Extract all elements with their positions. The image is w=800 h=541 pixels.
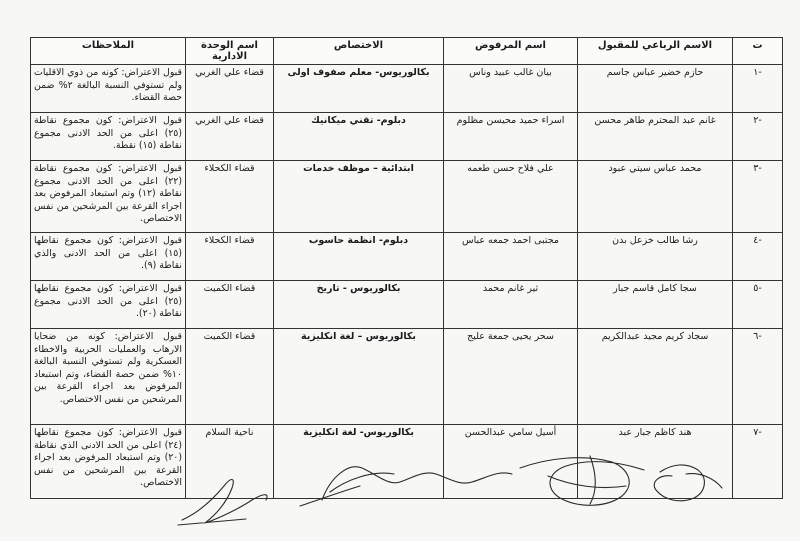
admin-unit: ناحية السلام [186, 425, 274, 499]
specialization: دبلوم- تقني ميكانيك [274, 113, 444, 161]
rejected-name: مجتبى احمد جمعه عباس [444, 233, 578, 281]
notes: قبول الاعتراض: كونه من ضحايا الارهاب والعمليات الحربية والاخطاء العسكرية ولم تستوفي النسبة البالغة ١٠% ضمن حصة القضاء، وتم استبعاد المرفوض بعد اجراء القرعة بين المرشحين من نفس الاختصاص. [31, 329, 186, 425]
header-specialization: الاختصاص [274, 38, 444, 65]
rejected-name: بيان غالب عبيد وناس [444, 65, 578, 113]
rejected-name: سحر يحيى جمعة عليج [444, 329, 578, 425]
table-row [31, 329, 783, 425]
table-row [31, 161, 783, 233]
notes: قبول الاعتراض: كون مجموع نقاطها (١٥) اعلى من الحد الادنى والذي نقاطة (٩). [31, 233, 186, 281]
rejected-name: أسيل سامي عبدالحسن [444, 425, 578, 499]
accepted-name: محمد عباس سيتي عبود [578, 161, 733, 233]
admin-unit: قضاء علي الغربي [186, 113, 274, 161]
row-number: -٢ [733, 113, 783, 161]
header-accepted-name: الاسم الرباعي للمقبول [578, 38, 733, 65]
rejected-name: ثير غانم محمد [444, 281, 578, 329]
row-number: -٥ [733, 281, 783, 329]
accepted-name: حازم خضير عباس جاسم [578, 65, 733, 113]
accepted-name: سجا كامل قاسم جبار [578, 281, 733, 329]
header-admin-unit: اسم الوحدة الادارية [186, 38, 274, 65]
specialization: بكالوريوس- معلم صفوف اولى [274, 65, 444, 113]
table-row [31, 65, 783, 113]
specialization: دبلوم- انظمة حاسوب [274, 233, 444, 281]
table-row [31, 425, 783, 499]
row-number: -٧ [733, 425, 783, 499]
specialization: بكالوريوس- لغة انكليزية [274, 425, 444, 499]
table-header-row [31, 38, 783, 65]
notes: قبول الاعتراض: كون مجموع نقاطة (٢٢) اعلى من الحد الادنى مجموع نقاطة (١٢) وتم استبعاد المرفوض بعد اجراء القرعة بين المرشحين من نفس الاختصاص. [31, 161, 186, 233]
notes: قبول الاعتراض: كون مجموع نقاطة (٢٥) اعلى من الحد الادنى مجموع نقاطة (١٥) نقطة. [31, 113, 186, 161]
admin-unit: قضاء الكحلاء [186, 233, 274, 281]
row-number: -٣ [733, 161, 783, 233]
admin-unit: قضاء الكحلاء [186, 161, 274, 233]
specialization: بكالوريوس – لغة انكليزية [274, 329, 444, 425]
rejected-name: اسراء حميد محيسن مظلوم [444, 113, 578, 161]
accepted-name: غانم عبد المحترم طاهر محسن [578, 113, 733, 161]
specialization: ابتدائية – موظف خدمات [274, 161, 444, 233]
admin-unit: قضاء علي الغربي [186, 65, 274, 113]
row-number: -٦ [733, 329, 783, 425]
rejected-name: علي فلاح حسن طعمه [444, 161, 578, 233]
header-notes: الملاحظات [31, 38, 186, 65]
table-row [31, 113, 783, 161]
accepted-name: هند كاظم جبار عبد [578, 425, 733, 499]
admin-unit: قضاء الكميت [186, 329, 274, 425]
accepted-name: رشا طالب خزعل بدن [578, 233, 733, 281]
notes: قبول الاعتراض: كون مجموع نقاطها (٢٥) اعلى من الحد الادنى مجموع نقاطة (٢٠). [31, 281, 186, 329]
table-row [31, 233, 783, 281]
admin-unit: قضاء الكميت [186, 281, 274, 329]
accepted-name: سجاد كريم مجيد عبدالكريم [578, 329, 733, 425]
objections-table [30, 37, 783, 499]
notes: قبول الاعتراض: كون مجموع نقاطها (٢٤) اعلى من الحد الادنى الذي نقاطة (٢٠) وتم استبعاد المرفوض بعد اجراء القرعة بين المرشحين من نفس الاختصاص. [31, 425, 186, 499]
header-rejected-name: اسم المرفوض [444, 38, 578, 65]
specialization: بكالوريوس - تاريخ [274, 281, 444, 329]
row-number: -٤ [733, 233, 783, 281]
table-row [31, 281, 783, 329]
row-number: -١ [733, 65, 783, 113]
header-number: ت [733, 38, 783, 65]
notes: قبول الاعتراض: كونه من ذوي الاقليات ولم تستوفي النسبة البالغة ٢% ضمن حصة القضاء. [31, 65, 186, 113]
